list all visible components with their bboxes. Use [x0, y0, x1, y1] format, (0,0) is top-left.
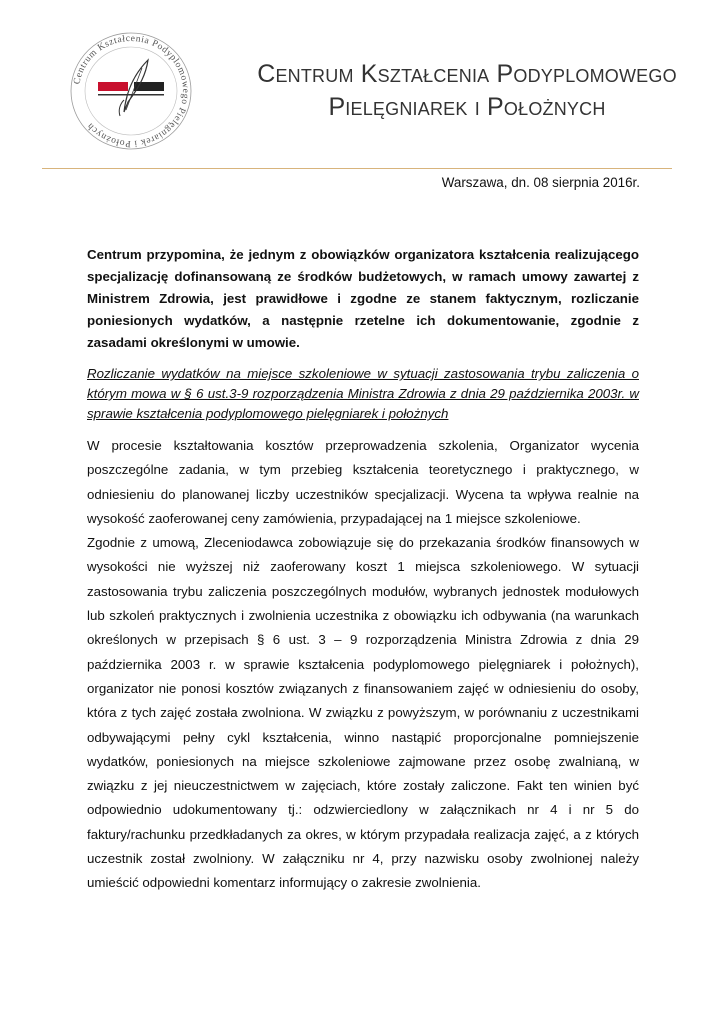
- ckppip-seal-logo: [56, 24, 206, 159]
- organization-title: [232, 58, 702, 124]
- flag-red-bar: [98, 82, 128, 91]
- document-date: Warszawa, dn. 08 sierpnia 2016r.: [441, 175, 640, 190]
- notice-paragraph: Centrum przypomina, że jednym z obowiązków organizatora kształcenia realizującego specjalizację dofinansowaną ze środków budżetowych, w ramach umowy zawartej z Ministrem Zdrowia, jest prawidłowe i zgodne ze stanem faktycznym, rozliczanie poniesionych wydatków, a następnie rzetelne ich dokumentowanie, zgodnie z zasadami określonymi w umowie.: [87, 247, 639, 350]
- seal-text: Centrum Kształcenia Podyplomowego Pielęgniarek i Położnych: [72, 33, 191, 149]
- organization-title-line2: Pielęgniarek i Położnych: [328, 93, 606, 121]
- body-paragraph-1: W procesie kształtowania kosztów przeprowadzenia szkolenia, Organizator wycenia poszczególne zadania, w tym przebieg kształcenia teoretycznego i praktycznego, w odniesieniu do planowanej liczby uczestników specjalizacji. Wycena ta wpływa realnie na wysokość zaoferowanej ceny zamówienia, przypadającej na 1 miejsce szkoleniowe.: [87, 438, 639, 526]
- organization-title-line1: Centrum Kształcenia Podyplomowego: [257, 60, 677, 88]
- header-divider: [42, 168, 672, 169]
- subject-heading: Rozliczanie wydatków na miejsce szkoleniowe w sytuacji zastosowania trybu zaliczenia o którym mowa w § 6 ust.3-9 rozporządzenia Ministra Zdrowia z dnia 29 października 2003r. w sprawie kształcenia podyplomowego pielęgniarek i położnych: [87, 366, 639, 421]
- body-text: [87, 434, 639, 896]
- body-paragraph-2: Zgodnie z umową, Zleceniodawca zobowiązuje się do przekazania środków finansowych w wysokości nie wyższej niż zaoferowany koszt 1 miejsca szkoleniowego. W sytuacji zastosowania trybu zaliczenia poszczególnych modułów, wybranych jednostek modułowych lub szkoleń praktycznych i zwolnienia uczestnika z obowiązku ich odbywania (na warunkach określonych w przepisach § 6 ust. 3 – 9 rozporządzenia Ministra Zdrowia z dnia 29 października 2003 r. w sprawie kształcenia podyplomowego pielęgniarek i położnych), organizator nie ponosi kosztów związanych z finansowaniem zajęć w odniesieniu do osoby, która z tych zajęć została zwolniona. W związku z powyższym, w porównaniu z uczestnikami odbywającymi pełny cykl kształcenia, winno nastąpić proporcjonalne pomniejszenie wydatków, poniesionych na miejsce szkoleniowe zajmowane przez osobę zwalnianą, w związku z jej nieuczestnictwem w zajęciach, które zostały zaliczone. Fakt ten winien być odpowiednio udokumentowany tj.: odzwierciedlony w załącznikach nr 4 i nr 5 do faktury/rachunku przedkładanych za okres, w którym przypadała realizacja zajęć, a z których uczestnik został zwolniony. W załączniku nr 4, przy nazwisku osoby zwolnionej należy umieścić odpowiedni komentarz informujący o zakresie zwolnienia.: [87, 535, 639, 891]
